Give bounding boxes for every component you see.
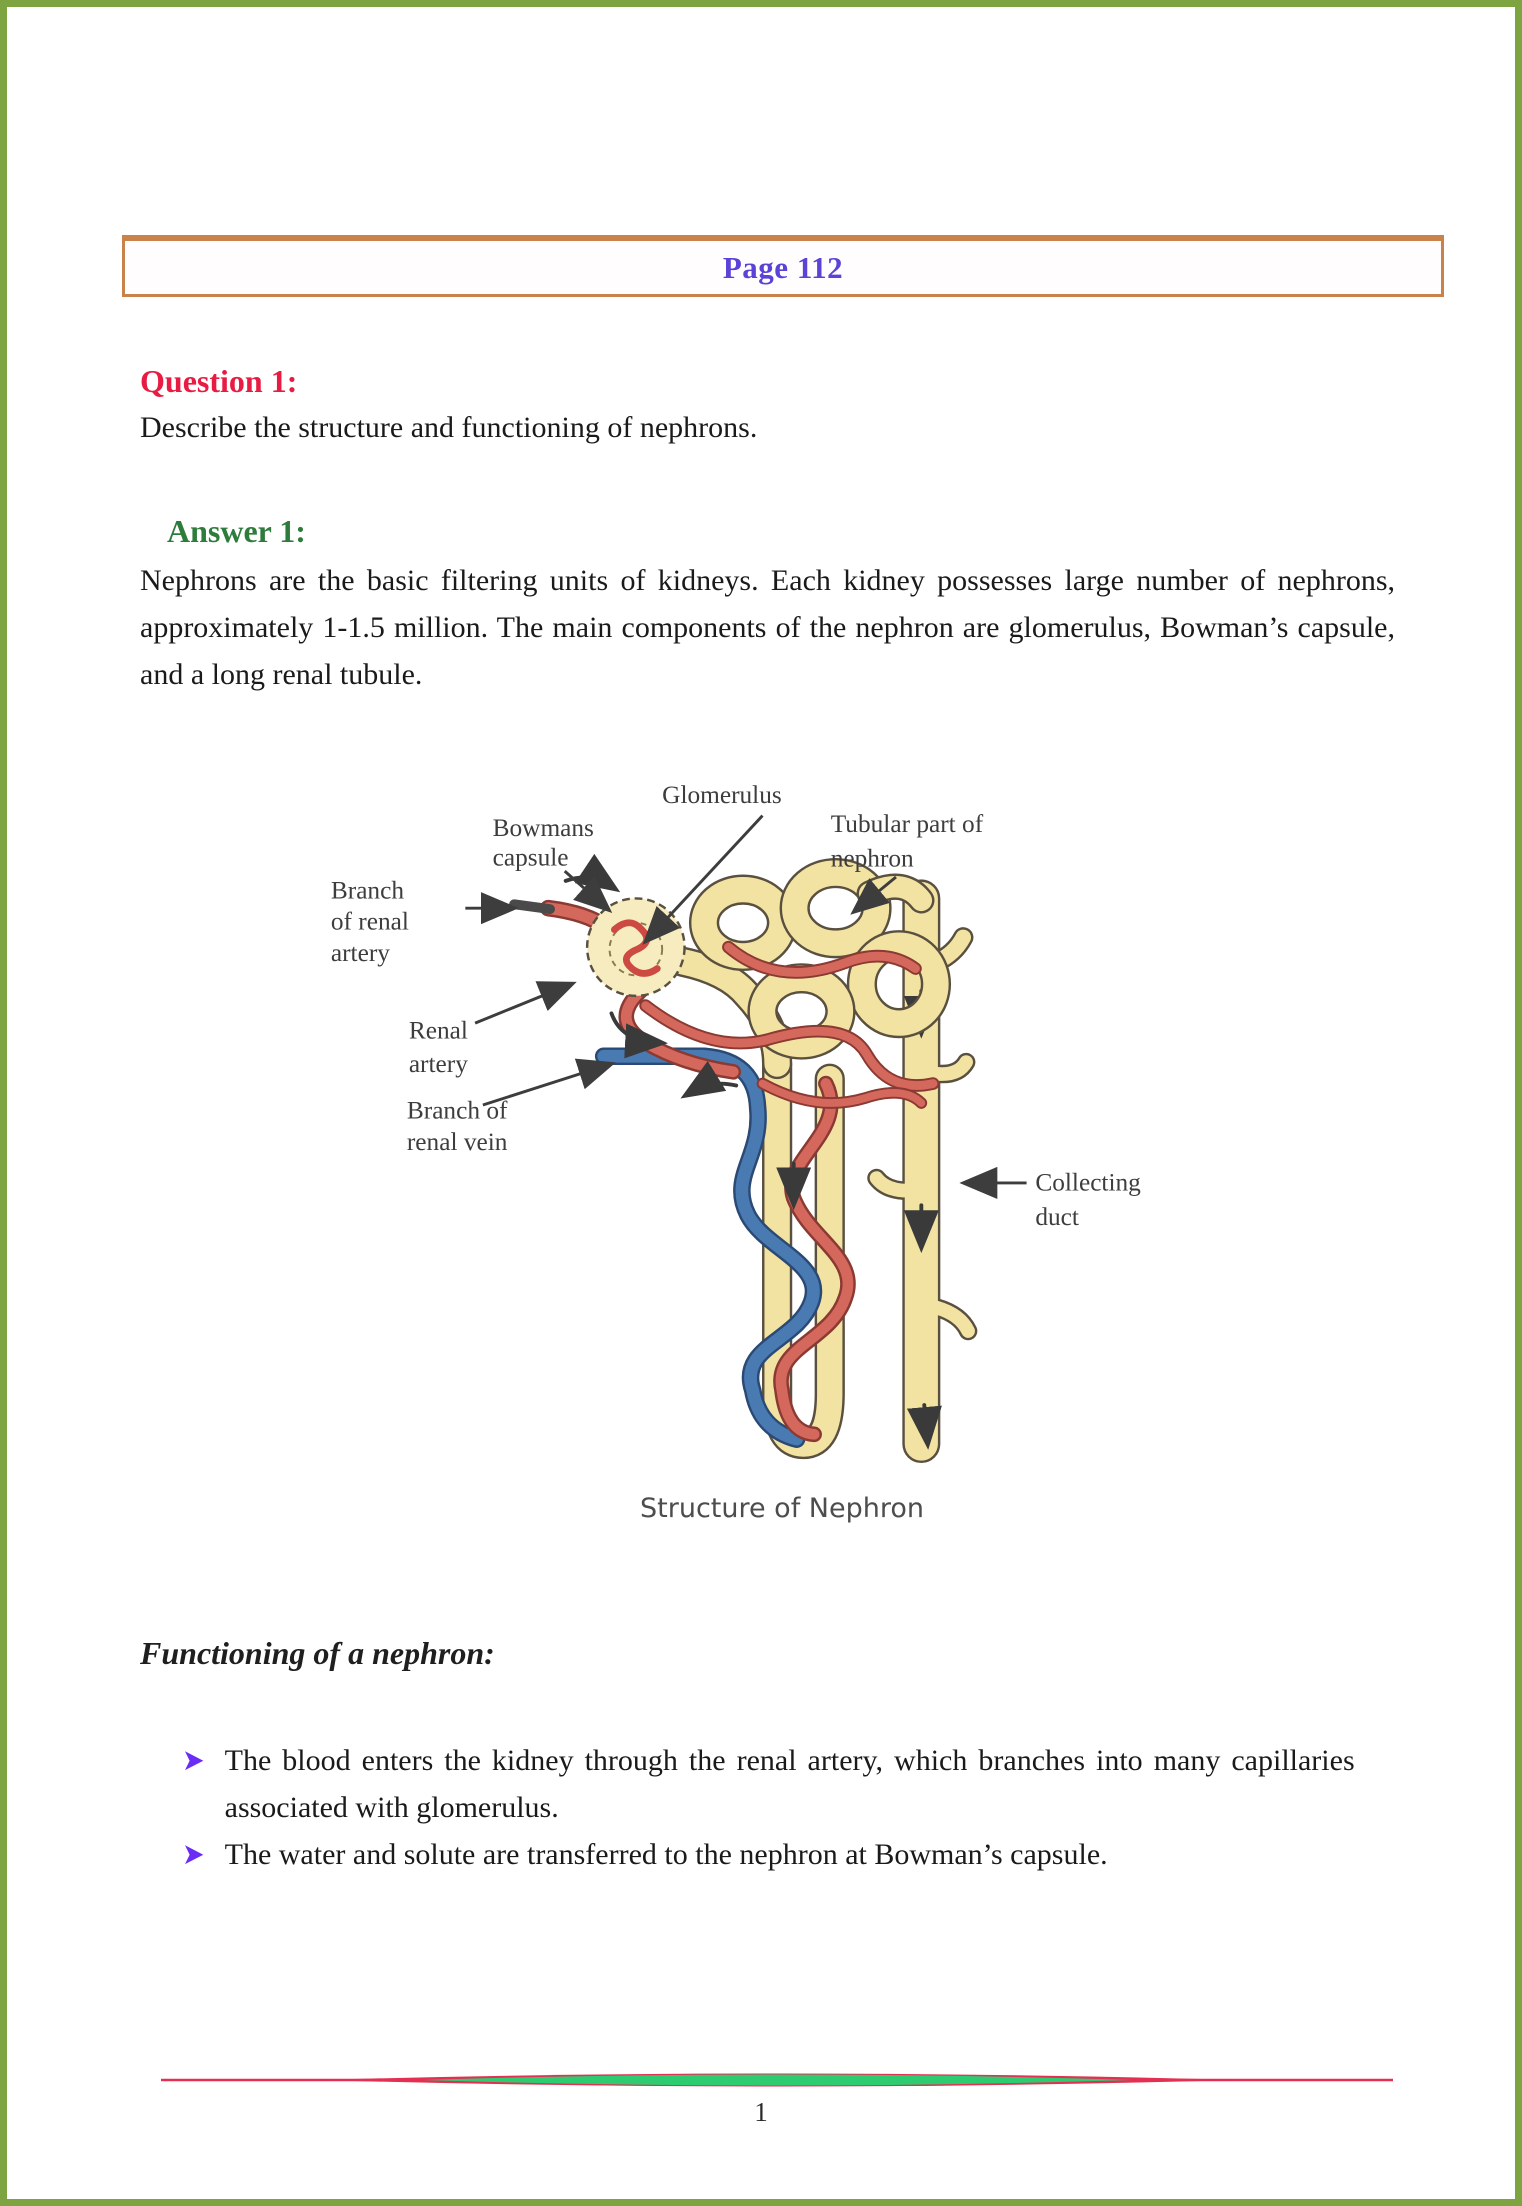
nephron-diagram xyxy=(307,762,1257,1522)
diagram-label-branch-artery-3: artery xyxy=(330,938,390,967)
bowman-capsule-shape xyxy=(587,898,684,995)
diagram-label-bowmans-1: Bowmans xyxy=(492,814,594,843)
answer-label: Answer 1: xyxy=(167,513,306,549)
arrow-bullet-icon: ➤ xyxy=(182,1837,205,1872)
diagram-label-renal-artery-1: Renal xyxy=(408,1016,468,1045)
diagram-label-renal-artery-2: artery xyxy=(408,1049,468,1078)
question-text: Describe the structure and functioning of nephrons. xyxy=(140,411,758,444)
diagram-label-bowmans-2: capsule xyxy=(492,843,569,872)
bullet-text: The water and solute are transferred to the nephron at Bowman’s capsule. xyxy=(224,1838,1108,1871)
diagram-label-collecting-1: Collecting xyxy=(1035,1168,1141,1197)
diagram-label-glomerulus: Glomerulus xyxy=(662,780,782,809)
divider-ornament xyxy=(157,2068,1397,2099)
question-label: Question 1: xyxy=(140,363,298,399)
diagram-label-branch-vein-2: renal vein xyxy=(406,1127,508,1156)
bullet-list xyxy=(182,1737,1397,1878)
diagram-label-branch-artery-2: of renal xyxy=(330,907,409,936)
diagram-label-tubular-1: Tubular part of xyxy=(830,810,984,839)
page-number: 1 xyxy=(754,2097,768,2127)
arrow-bullet-icon: ➤ xyxy=(182,1743,205,1778)
page-header-title: Page 112 xyxy=(722,249,844,285)
functioning-heading: Functioning of a nephron: xyxy=(140,1635,495,1671)
page-header-box xyxy=(122,235,1444,297)
renal-artery-label-line xyxy=(475,985,569,1023)
bullet-text: The blood enters the kidney through the renal artery, which branches into many capillaries associated with glomerulus. xyxy=(224,1744,1355,1824)
answer-text: Nephrons are the basic filtering units of kidneys. Each kidney possesses large number of nephrons, approximately 1-1.5 million. The main components of the nephron are glomerulus, Bowman’s capsule, and a long renal tubule. xyxy=(140,564,1395,691)
list-item xyxy=(182,1737,1397,1831)
diagram-label-collecting-2: duct xyxy=(1035,1202,1079,1231)
diagram-label-tubular-2: nephron xyxy=(830,844,914,873)
nephron-diagram-svg xyxy=(307,762,1257,1522)
list-item xyxy=(182,1831,1397,1878)
diagram-label-branch-vein-1: Branch of xyxy=(406,1096,508,1125)
diagram-caption: Structure of Nephron xyxy=(640,1493,924,1524)
diagram-label-branch-artery-1: Branch xyxy=(330,876,405,905)
